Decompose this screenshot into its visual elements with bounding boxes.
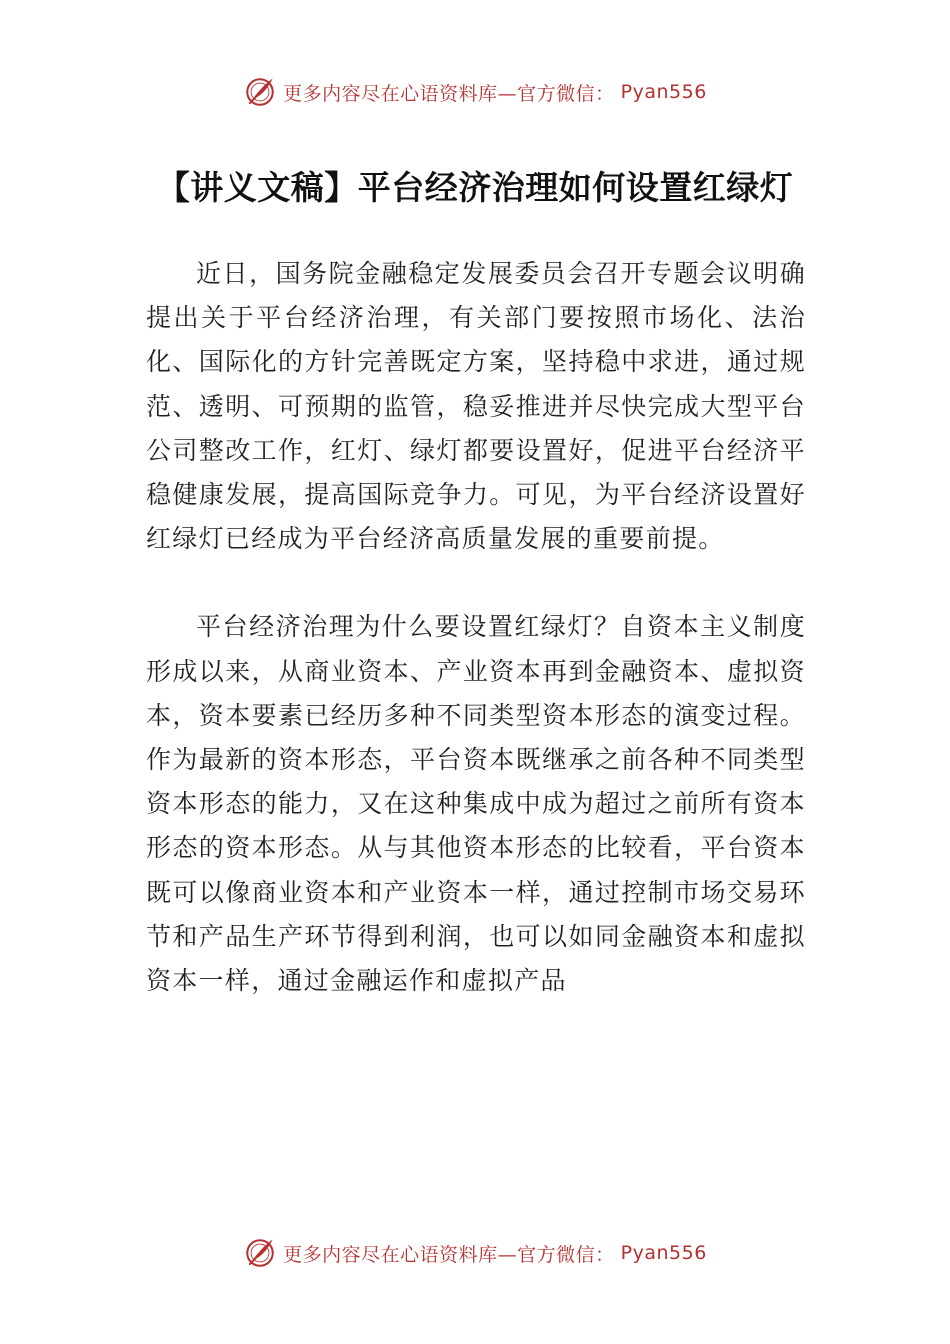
paragraph-1: 近日，国务院金融稳定发展委员会召开专题会议明确提出关于平台经济治理，有关部门要按照市场化、法治化、国际化的方针完善既定方案，坚持稳中求进，通过规范、透明、可预期的监管，稳妥推进并尽快完成大型平台公司整改工作，红灯、绿灯都要设置好，促进平台经济平稳健康发展，提高国际竞争力。可见，为平台经济设置好红绿灯已经成为平台经济高质量发展的重要前提。: [146, 259, 806, 554]
feather-quill-logo-icon: [243, 75, 277, 109]
feather-quill-logo-icon: [243, 1236, 277, 1270]
document-body: [146, 252, 806, 1003]
wechat-id: Pyan556: [620, 81, 707, 103]
paragraph-2: 平台经济治理为什么要设置红绿灯？自资本主义制度形成以来，从商业资本、产业资本再到金融资本、虚拟资本，资本要素已经历多种不同类型资本形态的演变过程。作为最新的资本形态，平台资本既继承之前各种不同类型资本形态的能力，又在这种集成中成为超过之前所有资本形态的资本形态。从与其他资本形态的比较看，平台资本既可以像商业资本和产业资本一样，通过控制市场交易环节和产品生产环节得到利润，也可以如同金融资本和虚拟资本一样，通过金融运作和虚拟产品: [146, 612, 806, 996]
header-banner: [0, 72, 950, 112]
page-title: 【讲义文稿】平台经济治理如何设置红绿灯: [156, 168, 794, 207]
banner-text: 更多内容尽在心语资料库—官方微信：: [283, 82, 615, 105]
banner-text: 更多内容尽在心语资料库—官方微信：: [283, 1243, 615, 1266]
wechat-id: Pyan556: [620, 1242, 707, 1264]
footer-banner: [0, 1233, 950, 1273]
